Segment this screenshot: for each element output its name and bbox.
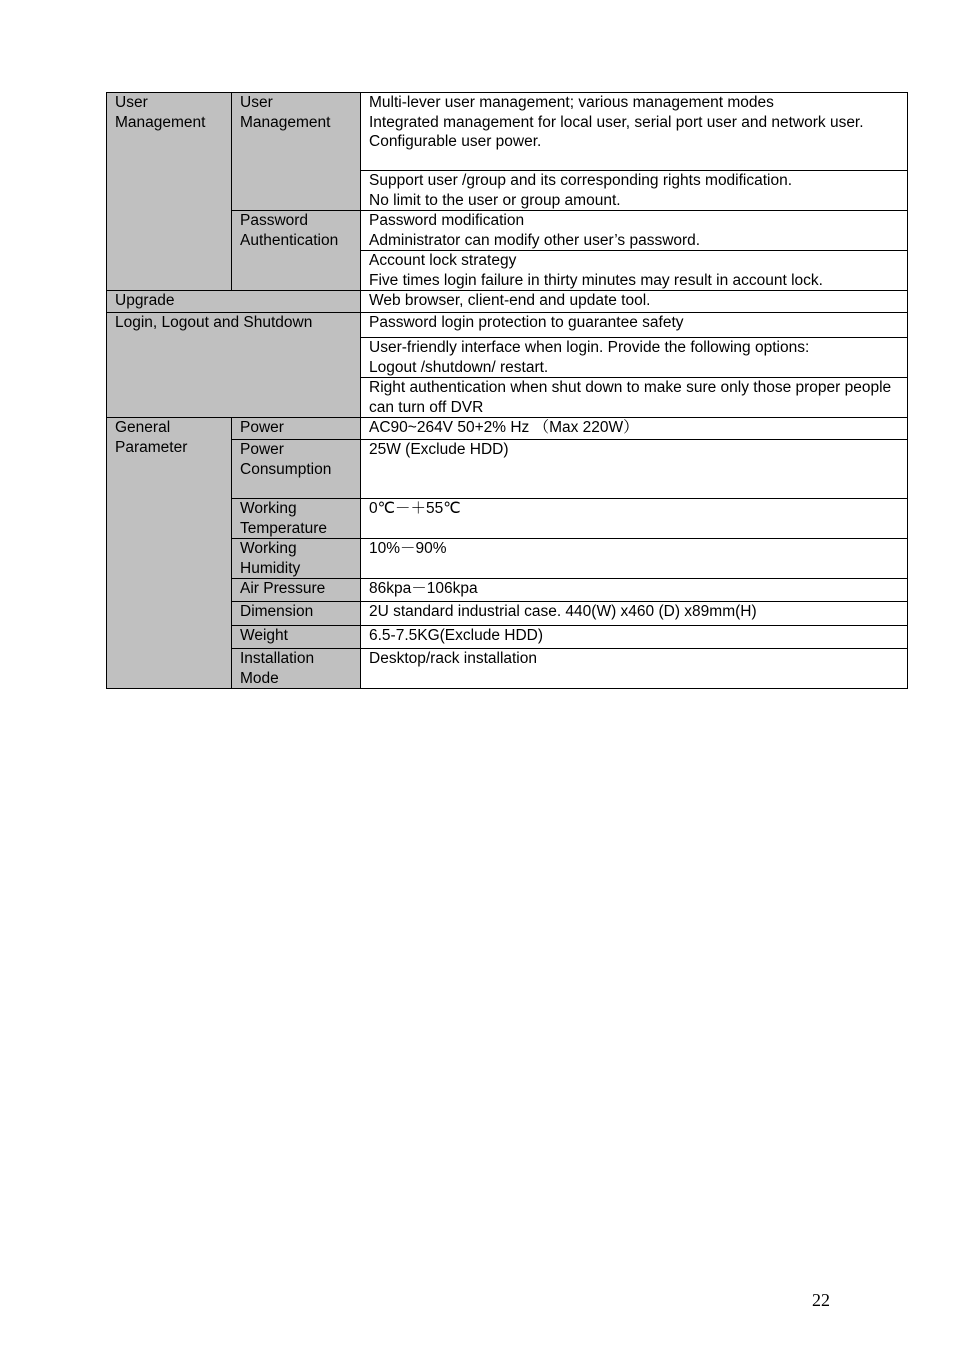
login-desc-3-cell <box>361 378 908 418</box>
param-label-cell <box>232 418 361 440</box>
group-label: User Management <box>115 94 206 131</box>
desc-line: Five times login failure in thirty minutes may result in account lock. <box>369 271 823 289</box>
param-value-cell <box>361 499 908 539</box>
param-label: Working Temperature <box>240 500 328 537</box>
desc-line: Password modification <box>369 212 525 229</box>
param-value-cell <box>361 418 908 440</box>
param-value: 2U standard industrial case. 440(W) x460 (D) x89mm(H) <box>369 603 757 620</box>
param-value-cell <box>361 626 908 649</box>
desc-line: Integrated management for local user, serial port user and network user. <box>369 113 864 131</box>
upgrade-label-cell <box>107 291 361 313</box>
desc-line: Administrator can modify other user’s password. <box>369 231 701 249</box>
param-label: Installation Mode <box>240 650 315 687</box>
param-label-cell <box>232 626 361 649</box>
desc-line: Support user /group and its corresponding rights modification. <box>369 172 793 189</box>
param-label-cell <box>232 579 361 602</box>
param-label: Dimension <box>240 603 314 620</box>
sub-label: User Management <box>240 94 331 131</box>
page-number: 22 <box>812 1290 830 1310</box>
param-value: Desktop/rack installation <box>369 650 537 667</box>
upgrade-desc: Web browser, client-end and update tool. <box>369 292 651 309</box>
param-label-cell <box>232 499 361 539</box>
desc-line: User-friendly interface when login. Provide the following options: <box>369 339 810 356</box>
param-label: Air Pressure <box>240 580 326 597</box>
param-label-cell <box>232 649 361 689</box>
param-value: 0℃－＋55℃ <box>369 500 461 517</box>
group-user-management <box>107 93 232 291</box>
param-label: Power Consumption <box>240 441 332 478</box>
param-value-cell <box>361 602 908 626</box>
desc-line: Logout /shutdown/ restart. <box>369 358 549 376</box>
upgrade-label: Upgrade <box>115 292 175 309</box>
param-label: Power <box>240 419 284 436</box>
cell-password-desc-1 <box>361 211 908 251</box>
param-value: 6.5-7.5KG(Exclude HDD) <box>369 627 544 644</box>
param-value: 10%－90% <box>369 540 447 557</box>
desc-line: Account lock strategy <box>369 252 517 269</box>
desc-line: Right authentication when shut down to make sure only those proper people can turn off DVR <box>369 379 892 416</box>
group-label: General Parameter <box>115 419 188 456</box>
param-value-cell <box>361 579 908 602</box>
param-value: 25W (Exclude HDD) <box>369 441 509 458</box>
param-value: 86kpa－106kpa <box>369 580 478 597</box>
cell-user-desc-1 <box>361 93 908 171</box>
login-desc-1-cell <box>361 313 908 338</box>
param-label-cell <box>232 539 361 579</box>
param-label-cell <box>232 602 361 626</box>
desc-line: Configurable user power. <box>369 133 542 150</box>
desc-line: No limit to the user or group amount. <box>369 191 621 209</box>
cell-password-desc-2 <box>361 251 908 291</box>
param-label: Working Humidity <box>240 540 301 577</box>
sub-password-authentication <box>232 211 361 291</box>
login-label: Login, Logout and Shutdown <box>115 314 313 331</box>
upgrade-desc-cell <box>361 291 908 313</box>
sub-user-management <box>232 93 361 211</box>
desc-line: Multi-lever user management; various management modes <box>369 94 774 111</box>
param-value-cell <box>361 539 908 579</box>
param-value: AC90~264V 50+2% Hz （Max 220W） <box>369 419 639 436</box>
group-general-parameter <box>107 418 232 689</box>
sub-label: Password Authentication <box>240 212 339 249</box>
login-desc-2-cell <box>361 338 908 378</box>
desc-line: Password login protection to guarantee safety <box>369 314 684 331</box>
param-label-cell <box>232 440 361 499</box>
cell-user-desc-2 <box>361 171 908 211</box>
spec-table <box>106 92 908 689</box>
param-value-cell <box>361 440 908 499</box>
login-label-cell <box>107 313 361 418</box>
param-label: Weight <box>240 627 288 644</box>
param-value-cell <box>361 649 908 689</box>
